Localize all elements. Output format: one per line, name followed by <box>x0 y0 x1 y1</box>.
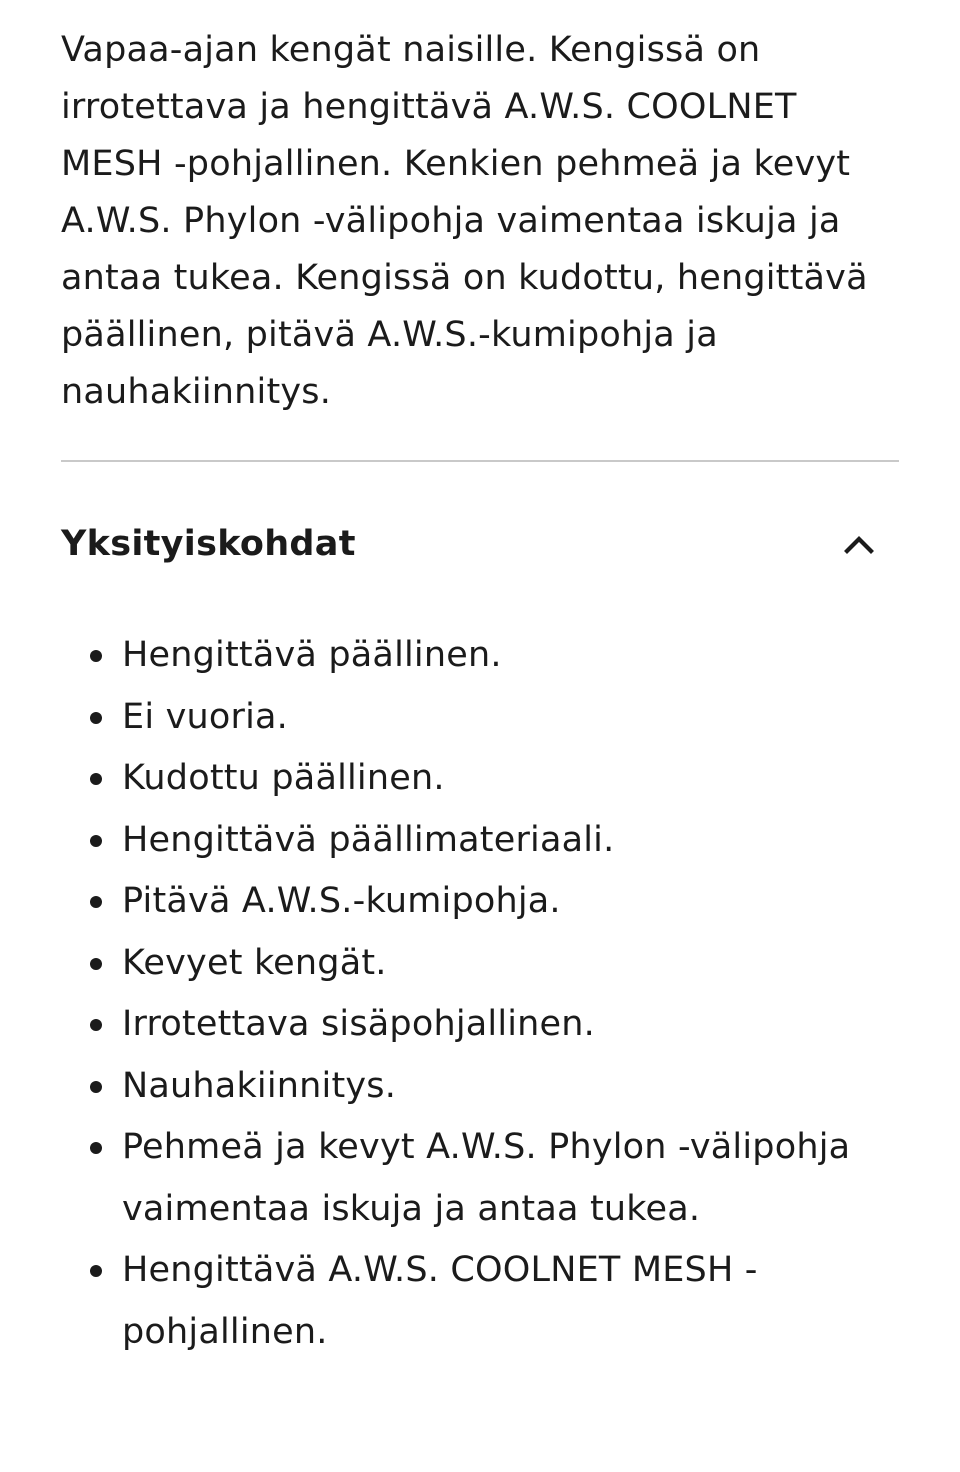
list-item-text: Kudottu päällinen. <box>122 758 445 798</box>
chevron-up-icon[interactable] <box>841 526 877 562</box>
list-item-text: Ei vuoria. <box>122 696 288 737</box>
bullet-icon <box>90 1142 102 1154</box>
bullet-icon <box>90 712 102 724</box>
list-item-text: Pitävä A.W.S.-kumipohja. <box>122 881 561 921</box>
list-item <box>88 933 888 995</box>
bullet-icon <box>90 773 102 785</box>
list-item-text: Nauhakiinnitys. <box>122 1065 397 1106</box>
list-item <box>88 1240 888 1363</box>
bullet-icon <box>90 835 102 847</box>
list-item-text: Hengittävä A.W.S. COOLNET MESH -pohjallinen. <box>122 1250 758 1352</box>
details-list <box>88 625 888 1363</box>
product-description: Vapaa-ajan kengät naisille. Kengissä on irrotettava ja hengittävä A.W.S. COOLNET MESH -pohjallinen. Kenkien pehmeä ja kevyt A.W.S. Phylon -välipohja vaimentaa iskuja ja antaa tukea. Kengissä on kudottu, hengittävä päällinen, pitävä A.W.S.-kumipohja ja nauhakiinnitys. <box>61 30 868 412</box>
list-item-text: Kevyet kengät. <box>122 942 387 983</box>
bullet-icon <box>90 958 102 970</box>
bullet-icon <box>90 1265 102 1277</box>
details-section-title: Yksityiskohdat <box>61 524 356 564</box>
list-item-text: Pehmeä ja kevyt A.W.S. Phylon -välipohja vaimentaa iskuja ja antaa tukea. <box>122 1127 851 1229</box>
list-item-text: Hengittävä päällimateriaali. <box>122 819 615 860</box>
bullet-icon <box>90 1081 102 1093</box>
bullet-icon <box>90 650 102 662</box>
bullet-icon <box>90 1019 102 1031</box>
list-item-text: Irrotettava sisäpohjallinen. <box>122 1004 595 1044</box>
list-item-text: Hengittävä päällinen. <box>122 635 502 675</box>
list-item <box>88 1117 888 1240</box>
section-divider <box>61 460 899 462</box>
list-item <box>88 871 888 933</box>
bullet-icon <box>90 896 102 908</box>
list-item <box>88 748 888 810</box>
list-item <box>88 810 888 872</box>
list-item <box>88 1056 888 1118</box>
list-item <box>88 994 888 1056</box>
list-item <box>88 625 888 687</box>
list-item <box>88 687 888 749</box>
details-accordion-header[interactable] <box>61 512 899 576</box>
